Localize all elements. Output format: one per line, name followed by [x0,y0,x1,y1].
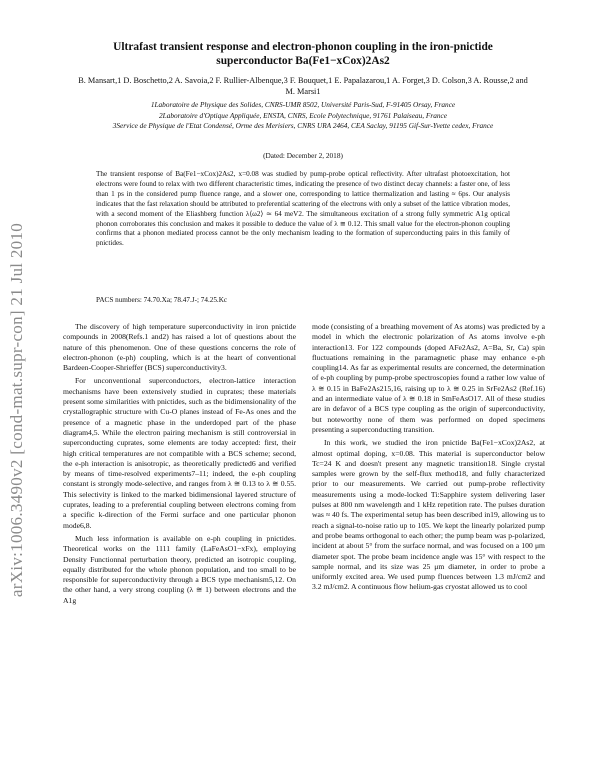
arxiv-stamp-text: arXiv:1006.3490v2 [cond-mat.supr-con] 21 Jul 2010 [7,222,26,598]
affiliation-1: 1Laboratoire de Physique des Solides, CNRS-UMR 8502, Université Paris-Sud, F-91405 Orsay, France [150,100,456,109]
arxiv-stamp [2,210,32,610]
dated-line: (Dated: December 2, 2018) [263,151,343,160]
paragraph: For unconventional superconductors, electron-lattice interaction mechanisms have been extensively studied in cuprates; these materials present some similarities with pnictides, such as the bidimensionality of the crystallographic structure with Cu-O planes instead of Fe-As ones and the presence of a magnetic phase in the underdoped part of the phase diagram4,5. While the electron pairing mechanism is still controversial in superconducting cuprates, some elements are today accepted: first, their high critical temperatures are not compatible with a BCS scheme; second, the e-ph interaction is anisotropic, as theoretically predicted6 and verified by means of time-resolved experiments7–11; indeed, the e-ph coupling constant is strongly mode-selective, and ranges from λ ≅ 0.13 to λ ≅ 0.55. This selectivity is linked to the marked bidimensional layered structure of cuprates, leading to a preferential coupling between electrons coming from a specific k-direction of the Fermi surface and one particular phonon mode6,8. [63,376,296,530]
paragraph: mode (consisting of a breathing movement of As atoms) was predicted by a model in which the electronic polarization of As atoms involve e-ph interaction13. For 122 compounds (doped AFe2As2, A=Ba, Sr, Ca) spin fluctuations remaining in the paramagnetic phase may enhance e-ph coupling14. As far as experimental results are concerned, the determination of e-ph coupling by pump-probe spectroscopies found a rather low value of λ ≅ 0.15 in BaFe2As215,16, raising up to λ ≅ 0.25 in SrFe2As2 (Ref.16) and an intermediate value of λ ≅ 0.18 in SmFeAsO17. All of these studies are in defavor of a BCS type coupling as the origin of superconductivity, but noteworthy none of them was performed on doped specimens presenting a superconducting transition. [312,322,545,434]
left-column [63,322,296,609]
affiliations [78,100,528,132]
paragraph: The discovery of high temperature superconductivity in iron pnictide compounds in 2008(Refs.1 and2) has raised a lot of questions about the nature of this phenomenon. One of these questions concerns the role of electron-phonon (e-ph) coupling, which is at the heart of conventional Bardeen-Cooper-Shrieffer (BCS) superconductivity3. [63,322,296,373]
affiliation-2: 2Laboratoire d'Optique Appliquée, ENSTA, CNRS, Ecole Polytechnique, 91761 Palaiseau, France [159,110,447,120]
paragraph: In this work, we studied the iron pnictide Ba(Fe1−xCox)2As2, at almost optimal doping, x=0.08. This material is superconductor below Tc=24 K and doesn't present any magnetic transition18. Single crystal samples were grown by the self-flux method18, and fully characterized prior to our measurements. We carried out pump-probe reflectivity measurements using a mode-locked Ti:Sapphire system delivering laser pulses at 800 nm wavelength and 1 kHz repetition rate. The pulses duration was ≈ 40 fs. The experimental setup has been described in19, allowing us to reach a signal-to-noise ratio up to 105. We kept the linearly polarized pump and probe beams orthogonal to each other; the pump beam was p-polarized, incident at about 5° from the surface normal, and was focused on a 100 μm diameter spot. The probe beam incidence angle was 15° with respect to the sample normal, and its size was 25 μm diameter, in order to probe a uniformly excited area. We used pump fluences between 1.3 mJ/cm2 and 3.2 mJ/cm2. A continuous flow helium-gas cryostat allowed us to cool [312,438,545,592]
right-column [312,322,545,596]
pacs-numbers: PACS numbers: 74.70.Xa; 78.47.J-; 74.25.Kc [96,296,228,304]
author-list: B. Mansart,1 D. Boschetto,2 A. Savoia,2 F. Rullier-Albenque,3 F. Bouquet,1 E. Papalazarou,1 A. Forget,3 D. Colson,3 A. Rousse,2 and M. Marsi1 [78,76,528,96]
affiliation-3: 3Service de Physique de l'Etat Condensé, Orme des Merisiers, CNRS URA 2464, CEA Saclay, 91195 Gif-Sur-Yvette cedex, France [112,121,494,130]
abstract: The transient response of Ba(Fe1−xCox)2As2, x=0.08 was studied by pump-probe optical reflectivity. After ultrafast photoexcitation, hot electrons were found to relax with two different characteristic times, indicating the presence of two distinct decay channels: a faster one, of less than 1 ps in the considered pump fluence range, and a slower one, corresponding to lattice thermalization and lasting ≈ 6ps. Our analysis indicates that the fast relaxation should be attributed to preferential scattering of the electrons with only a subset of the lattice vibration modes, with a second moment of the Eliashberg function λ⟨ω2⟩ ≃ 64 meV2. The simultaneous excitation of a strong fully symmetric A1g optical phonon corroborates this conclusion and makes it possible to deduce the value of λ ≅ 0.12. This small value for the electron-phonon coupling confirms that a phonon mediated process cannot be the only mechanism leading to the formation of superconducting pairs in this family of pnictides. [96,170,510,248]
paragraph: Much less information is available on e-ph coupling in pnictides. Theoretical works on the 1111 family (LaFeAsO1−xFx), employing Density Functionnal perturbation theory, predicted an isotropic coupling, equally distributed for the whole phonon population, and too small to be responsible for superconductivity through a BCS type mechanism5,12. On the other hand, a very strong coupling (λ ≅ 1) between electrons and the A1g [63,533,296,605]
paper-title: Ultrafast transient response and electron-phonon coupling in the iron-pnictide superconductor Ba(Fe1−xCox)2As2 [113,41,493,67]
